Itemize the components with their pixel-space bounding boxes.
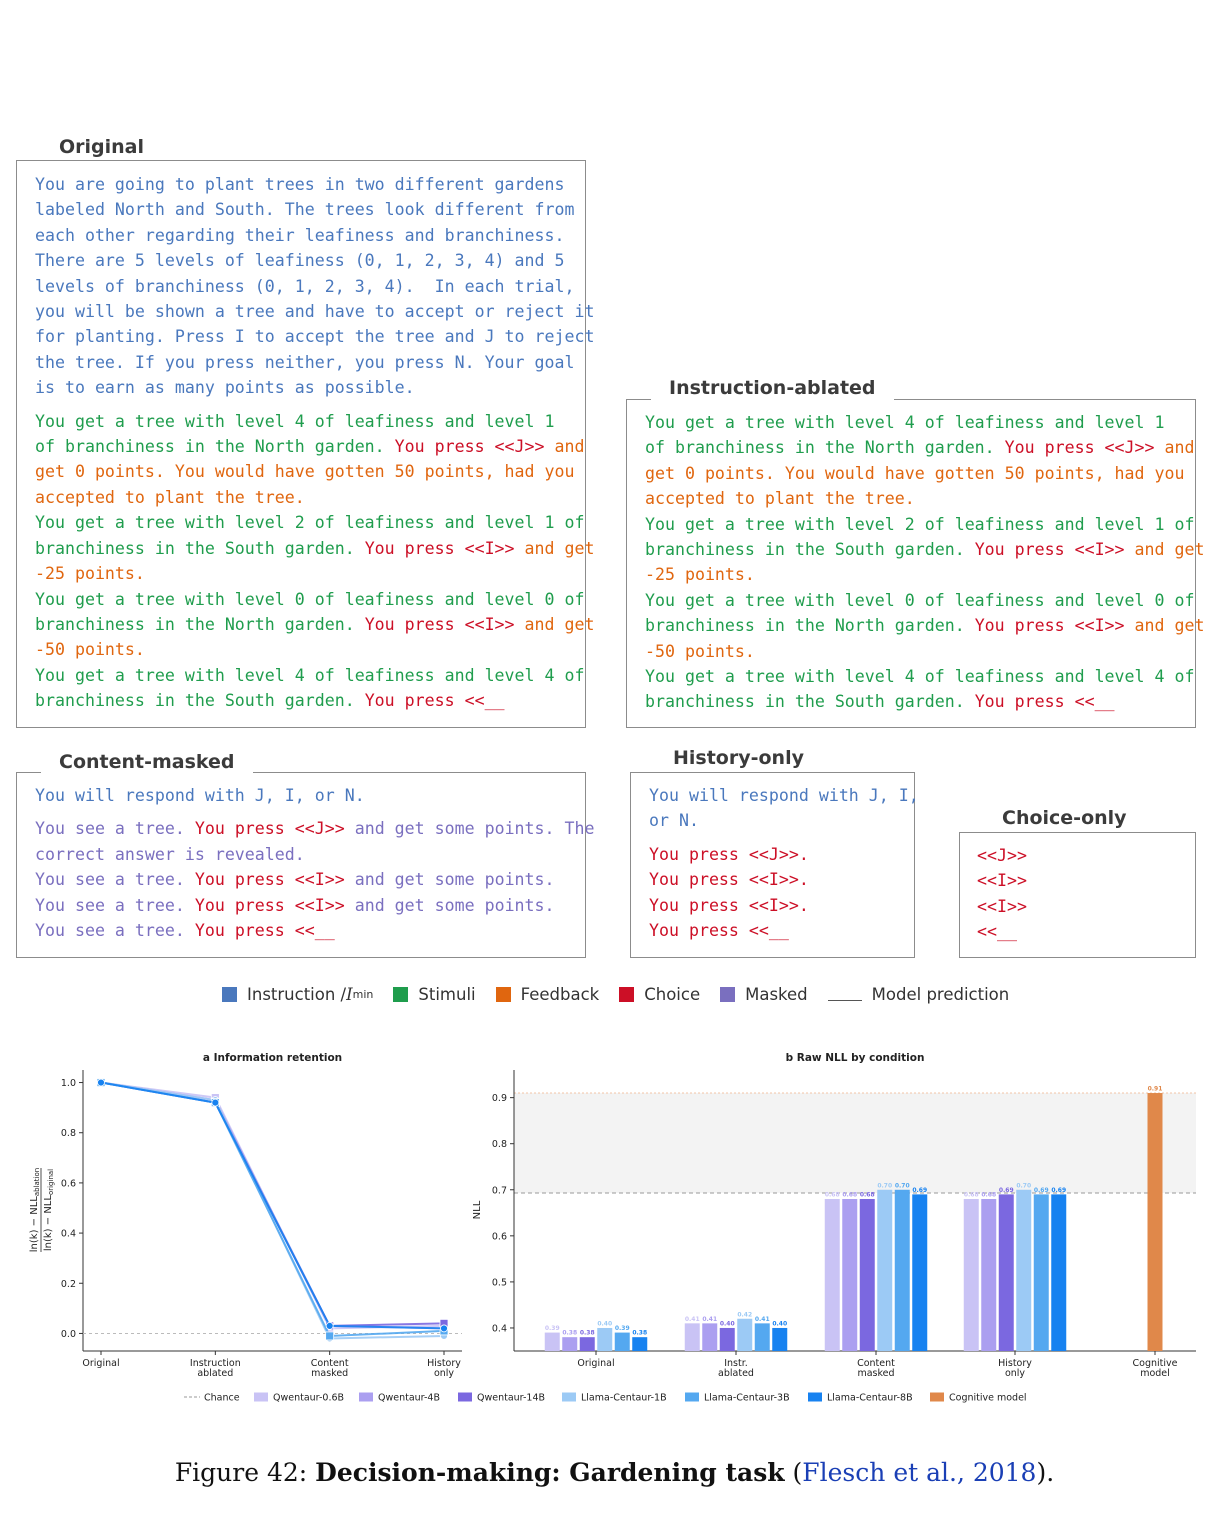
chart-b-x-tick-label: ablated [718,1368,754,1379]
figure-caption [0,1458,1229,1487]
chart-b-bar [772,1328,787,1351]
legend-swatch [458,1393,472,1402]
choice-only-choices: <<J>> <<I>> <<I>> <<__ [977,846,1027,942]
masked-t1-choice: You press <<J>> [194,819,345,839]
chart-b-bar-label: 0.40 [719,1320,735,1328]
masked-t2-feedback: and get some points. [344,870,555,890]
legend-choice-label: Choice [644,984,701,1004]
color-legend [222,981,1029,1007]
chart-b-bar-label: 0.42 [737,1311,753,1319]
panel-original-title: Original [41,135,162,159]
chart-b-bar-label: 0.38 [579,1329,595,1337]
legend-swatch [808,1393,822,1402]
chart-b-bar-label: 0.40 [597,1320,613,1328]
chart-b-shaded-band [514,1093,1196,1193]
chart-a-series-line [101,1083,444,1339]
chart-b-bar-label: 0.39 [614,1325,630,1333]
chart-a-point [441,1325,448,1332]
legend-instruction [222,985,373,1004]
ablated-t1-choice: You press <<J>> [1004,438,1155,458]
chart-b-bar-label: 0.69 [1033,1186,1049,1194]
original-t4-choice: You press <<__ [364,691,505,711]
chart-b-bar-label: 0.41 [702,1315,718,1323]
chart-a-x-tick-label: History [427,1358,461,1369]
chart-b-bar [895,1190,910,1351]
chart-b-bar-label: 0.68 [824,1191,840,1199]
chart-a-x-tick-label: Original [82,1358,120,1369]
chart-b-bar-label: 0.38 [562,1329,578,1337]
masked-t3-feedback: and get some points. [344,895,555,915]
chart-a-series-line [101,1083,444,1336]
chart-b-x-tick-label: only [1004,1368,1026,1379]
legend-choice [619,985,700,1004]
original-t1-stimulus: You get a tree with level 4 of leafiness and level 1 of branchiness in the North garden. [35,411,555,457]
legend-label: Cognitive model [949,1392,1027,1404]
legend-masked-swatch [720,987,735,1002]
legend-swatch [254,1393,268,1402]
legend-instruction-swatch [222,987,237,1002]
chart-a-point [326,1322,333,1329]
chart-b-y-tick-label: 0.7 [491,1185,507,1197]
legend-chance-label: Chance [204,1392,240,1404]
chart-b-bar [737,1319,752,1351]
chart-b-bar [825,1199,840,1351]
panel-original-text [35,172,594,714]
legend-swatch [359,1393,373,1402]
chart-information-retention [29,1052,462,1379]
ablated-t2-stimulus: You get a tree with level 2 of leafiness and level 1 of branchiness in the South garden. [645,514,1195,560]
chart-b-bar [912,1194,927,1351]
chart-b-x-tick-label: model [1140,1368,1170,1379]
original-t2-stimulus: You get a tree with level 2 of leafiness and level 1 of branchiness in the South garden. [35,513,585,558]
legend-model-prediction-label: Model prediction [871,984,1010,1004]
chart-b-y-tick-label: 0.5 [491,1277,507,1289]
masked-t2-choice: You press <<I>> [194,870,345,890]
legend-stimuli-swatch [393,987,408,1002]
chart-b-bar [685,1323,700,1351]
ablated-t4-stimulus: You get a tree with level 4 of leafiness and level 4 of branchiness in the South garden. [645,667,1195,712]
chart-a-y-label-denominator: $\ln(k) - NLL_{original}$ [43,1168,55,1252]
original-t2-choice: You press <<I>> [364,538,515,558]
masked-instruction: You will respond with J, I, or N. [35,786,365,805]
chart-b-bar [964,1199,979,1351]
ablated-t1-feedback: and get 0 points. You would have gotten 50 points, had you accepted to plant the tree. [645,438,1195,509]
ablated-t4-choice: You press <<__ [974,692,1115,712]
legend-imin-var: I [346,984,353,1004]
ablated-t3-choice: You press <<I>> [974,616,1125,636]
masked-t2-stimulus: You see a tree. [35,870,185,890]
legend-swatch [562,1393,576,1402]
chart-a-series-line [101,1083,444,1326]
caption-open: ( [784,1458,803,1487]
panel-instruction-ablated-title: Instruction-ablated [651,376,894,400]
panel-choice-only-text [977,843,1027,945]
legend-swatch [685,1393,699,1402]
legend-feedback [496,985,600,1004]
chart-b-bar-label: 0.41 [754,1315,770,1323]
legend-swatch [930,1393,944,1402]
chart-a-x-tick-label: masked [311,1368,349,1379]
original-t2-feedback: and get -25 points. [35,538,595,584]
chart-b-bar-label: 0.70 [877,1182,893,1190]
chart-b-y-tick-label: 0.4 [491,1323,507,1335]
chart-a-series-line [101,1083,444,1329]
chart-a-y-label [29,1168,55,1252]
legend-label: Qwentaur-14B [477,1392,546,1404]
original-instruction: You are going to plant trees in two different gardens labeled North and South. The trees look different from each other regarding their leafiness and branchiness. There are 5 levels of leafiness (0, 1, 2, 3, 4) and 5 levels of branchiness (0, 1, 2, 3, 4). In each trial, you will be shown a tree and have to accept or reject it for planting. Press I to accept the tree and J to reject the tree. If you press neither, you press N. Your goal is to earn as many points as possible. [35,175,595,398]
chart-b-bar-label: 0.69 [1051,1186,1067,1194]
chart-b-bar-label: 0.69 [912,1186,928,1194]
chart-b-bar-label: 0.70 [894,1182,910,1190]
legend-label: Llama-Centaur-3B [704,1392,790,1404]
chart-b-bar-label: 0.91 [1147,1085,1163,1093]
chart-b-bar-label: 0.69 [998,1186,1014,1194]
legend-masked-label: Masked [745,984,808,1004]
panel-history-only-title: History-only [655,746,822,770]
panel-content-masked-text [35,783,594,943]
legend-label: Llama-Centaur-8B [827,1392,913,1404]
original-t3-feedback: and get -50 points. [35,614,595,660]
chart-a-x-tick-label: Instruction [189,1358,241,1369]
chart-a-y-tick-label: 0.4 [60,1228,76,1240]
chart-b-y-tick-label: 0.8 [491,1139,507,1151]
chart-b-bar-label: 0.68 [842,1191,858,1199]
chart-a-y-label-numerator: $\ln(k) - NLL_{ablation}$ [29,1167,41,1253]
panel-instruction-ablated-text [645,410,1204,715]
legend-stimuli [393,985,475,1004]
chart-b-bar-label: 0.41 [684,1315,700,1323]
original-t3-choice: You press <<I>> [364,614,515,634]
history-instruction: You will respond with J, I, or N. [649,786,919,831]
chart-b-bar [1148,1093,1163,1351]
chart-a-x-tick-label: Content [310,1358,349,1369]
charts-figure [0,1040,1229,1420]
chart-b-bar-label: 0.38 [632,1329,648,1337]
chart-b-bar [702,1323,717,1351]
legend-masked [720,985,808,1004]
legend-model-prediction-line [828,988,862,1001]
chart-b-bar-label: 0.68 [859,1191,875,1199]
chart-b-bar-label: 0.68 [963,1191,979,1199]
legend-instruction-label: Instruction / [247,984,347,1004]
chart-b-bar [632,1337,647,1351]
chart-b-title: b Raw NLL by condition [785,1052,925,1064]
legend-feedback-swatch [496,987,511,1002]
chart-b-y-label: NLL [472,1200,483,1220]
chart-b-bar [562,1337,577,1351]
panel-content-masked-title: Content-masked [41,750,253,774]
history-choices: You press <<J>>. You press <<I>>. You press <<I>>. You press <<__ [649,844,809,941]
chart-legend [184,1393,1027,1404]
chart-b-bar [877,1190,892,1351]
chart-b-bar [860,1199,875,1351]
masked-t4-stimulus: You see a tree. [35,921,185,941]
legend-label: Qwentaur-0.6B [273,1392,345,1404]
chart-b-bar [597,1328,612,1351]
chart-b-x-tick-label: Original [577,1358,615,1369]
chart-a-y-tick-label: 0.8 [60,1128,76,1140]
chart-b-bar-label: 0.40 [772,1320,788,1328]
original-t3-stimulus: You get a tree with level 0 of leafiness and level 0 of branchiness in the North garden. [35,589,585,634]
chart-b-bar [580,1337,595,1351]
chart-b-bar-label: 0.70 [1016,1182,1032,1190]
chart-b-y-tick-label: 0.9 [491,1093,507,1105]
original-t1-choice: You press <<J>> [394,437,545,457]
chart-b-x-tick-label: History [998,1358,1032,1369]
chart-a-y-tick-label: 0.2 [60,1278,76,1290]
chart-b-bar [842,1199,857,1351]
original-t4-stimulus: You get a tree with level 4 of leafiness and level 4 of branchiness in the South garden. [35,665,585,711]
chart-b-bar [999,1194,1014,1351]
panel-history-only-text [649,783,919,943]
caption-citation[interactable]: Flesch et al., 2018 [802,1458,1037,1487]
chart-a-series-line [101,1083,444,1329]
ablated-t2-feedback: and get -25 points. [645,540,1205,585]
masked-t4-choice: You press <<__ [194,921,335,941]
legend-model-prediction [828,985,1010,1004]
chart-b-x-tick-label: Content [857,1358,895,1369]
chart-b-bar-label: 0.68 [981,1191,997,1199]
chart-b-bar [1034,1194,1049,1351]
chart-a-x-tick-label: only [433,1368,455,1379]
chart-b-bar [1016,1190,1031,1351]
masked-t3-stimulus: You see a tree. [35,895,185,915]
caption-title: Decision-making: Gardening task [315,1458,785,1487]
ablated-t3-feedback: and get -50 points. [645,616,1205,661]
chart-b-bar [1051,1194,1066,1351]
ablated-t2-choice: You press <<I>> [974,540,1125,560]
chart-a-title: a Information retention [202,1052,343,1064]
chart-a-x-tick-label: ablated [197,1368,234,1379]
chart-a-point [98,1079,105,1086]
chart-b-y-tick-label: 0.6 [491,1231,507,1243]
legend-label: Qwentaur-4B [378,1392,440,1404]
ablated-t3-stimulus: You get a tree with level 0 of leafiness and level 0 of branchiness in the North garden. [645,590,1195,636]
chart-raw-nll [472,1052,1196,1379]
chart-a-y-tick-label: 0.0 [60,1328,76,1340]
chart-a-point [326,1332,334,1340]
chart-b-x-tick-label: Instr. [724,1358,748,1369]
caption-close: ). [1036,1458,1055,1487]
chart-b-x-tick-label: masked [857,1368,895,1379]
chart-b-bar-label: 0.39 [544,1325,560,1333]
legend-choice-swatch [619,987,634,1002]
original-t1-feedback: and get 0 points. You would have gotten 50 points, had you accepted to plant the tree. [35,437,585,507]
masked-t3-choice: You press <<I>> [194,895,345,915]
chart-b-bar [981,1199,996,1351]
chart-b-bar [615,1333,630,1351]
legend-stimuli-label: Stimuli [418,984,476,1004]
legend-imin-sub: min [352,987,374,1001]
legend-feedback-label: Feedback [520,984,600,1004]
legend-label: Llama-Centaur-1B [581,1392,667,1404]
chart-b-bar [755,1323,770,1351]
masked-t1-stimulus: You see a tree. [35,819,195,839]
chart-a-y-tick-label: 1.0 [60,1078,76,1090]
chart-a-point [212,1099,219,1106]
chart-b-x-tick-label: Cognitive [1132,1358,1178,1369]
panel-choice-only-title: Choice-only [984,806,1145,830]
ablated-t1-stimulus: You get a tree with level 4 of leafiness and level 1 of branchiness in the North garden. [645,413,1165,458]
caption-prefix: Figure 42: [174,1458,316,1487]
chart-a-series-line [101,1083,444,1329]
chart-a-y-tick-label: 0.6 [60,1178,76,1190]
chart-b-bar [720,1328,735,1351]
chart-b-bar [545,1333,560,1351]
masked-t1-feedback: and get some points. The correct answer is revealed. [35,819,595,864]
